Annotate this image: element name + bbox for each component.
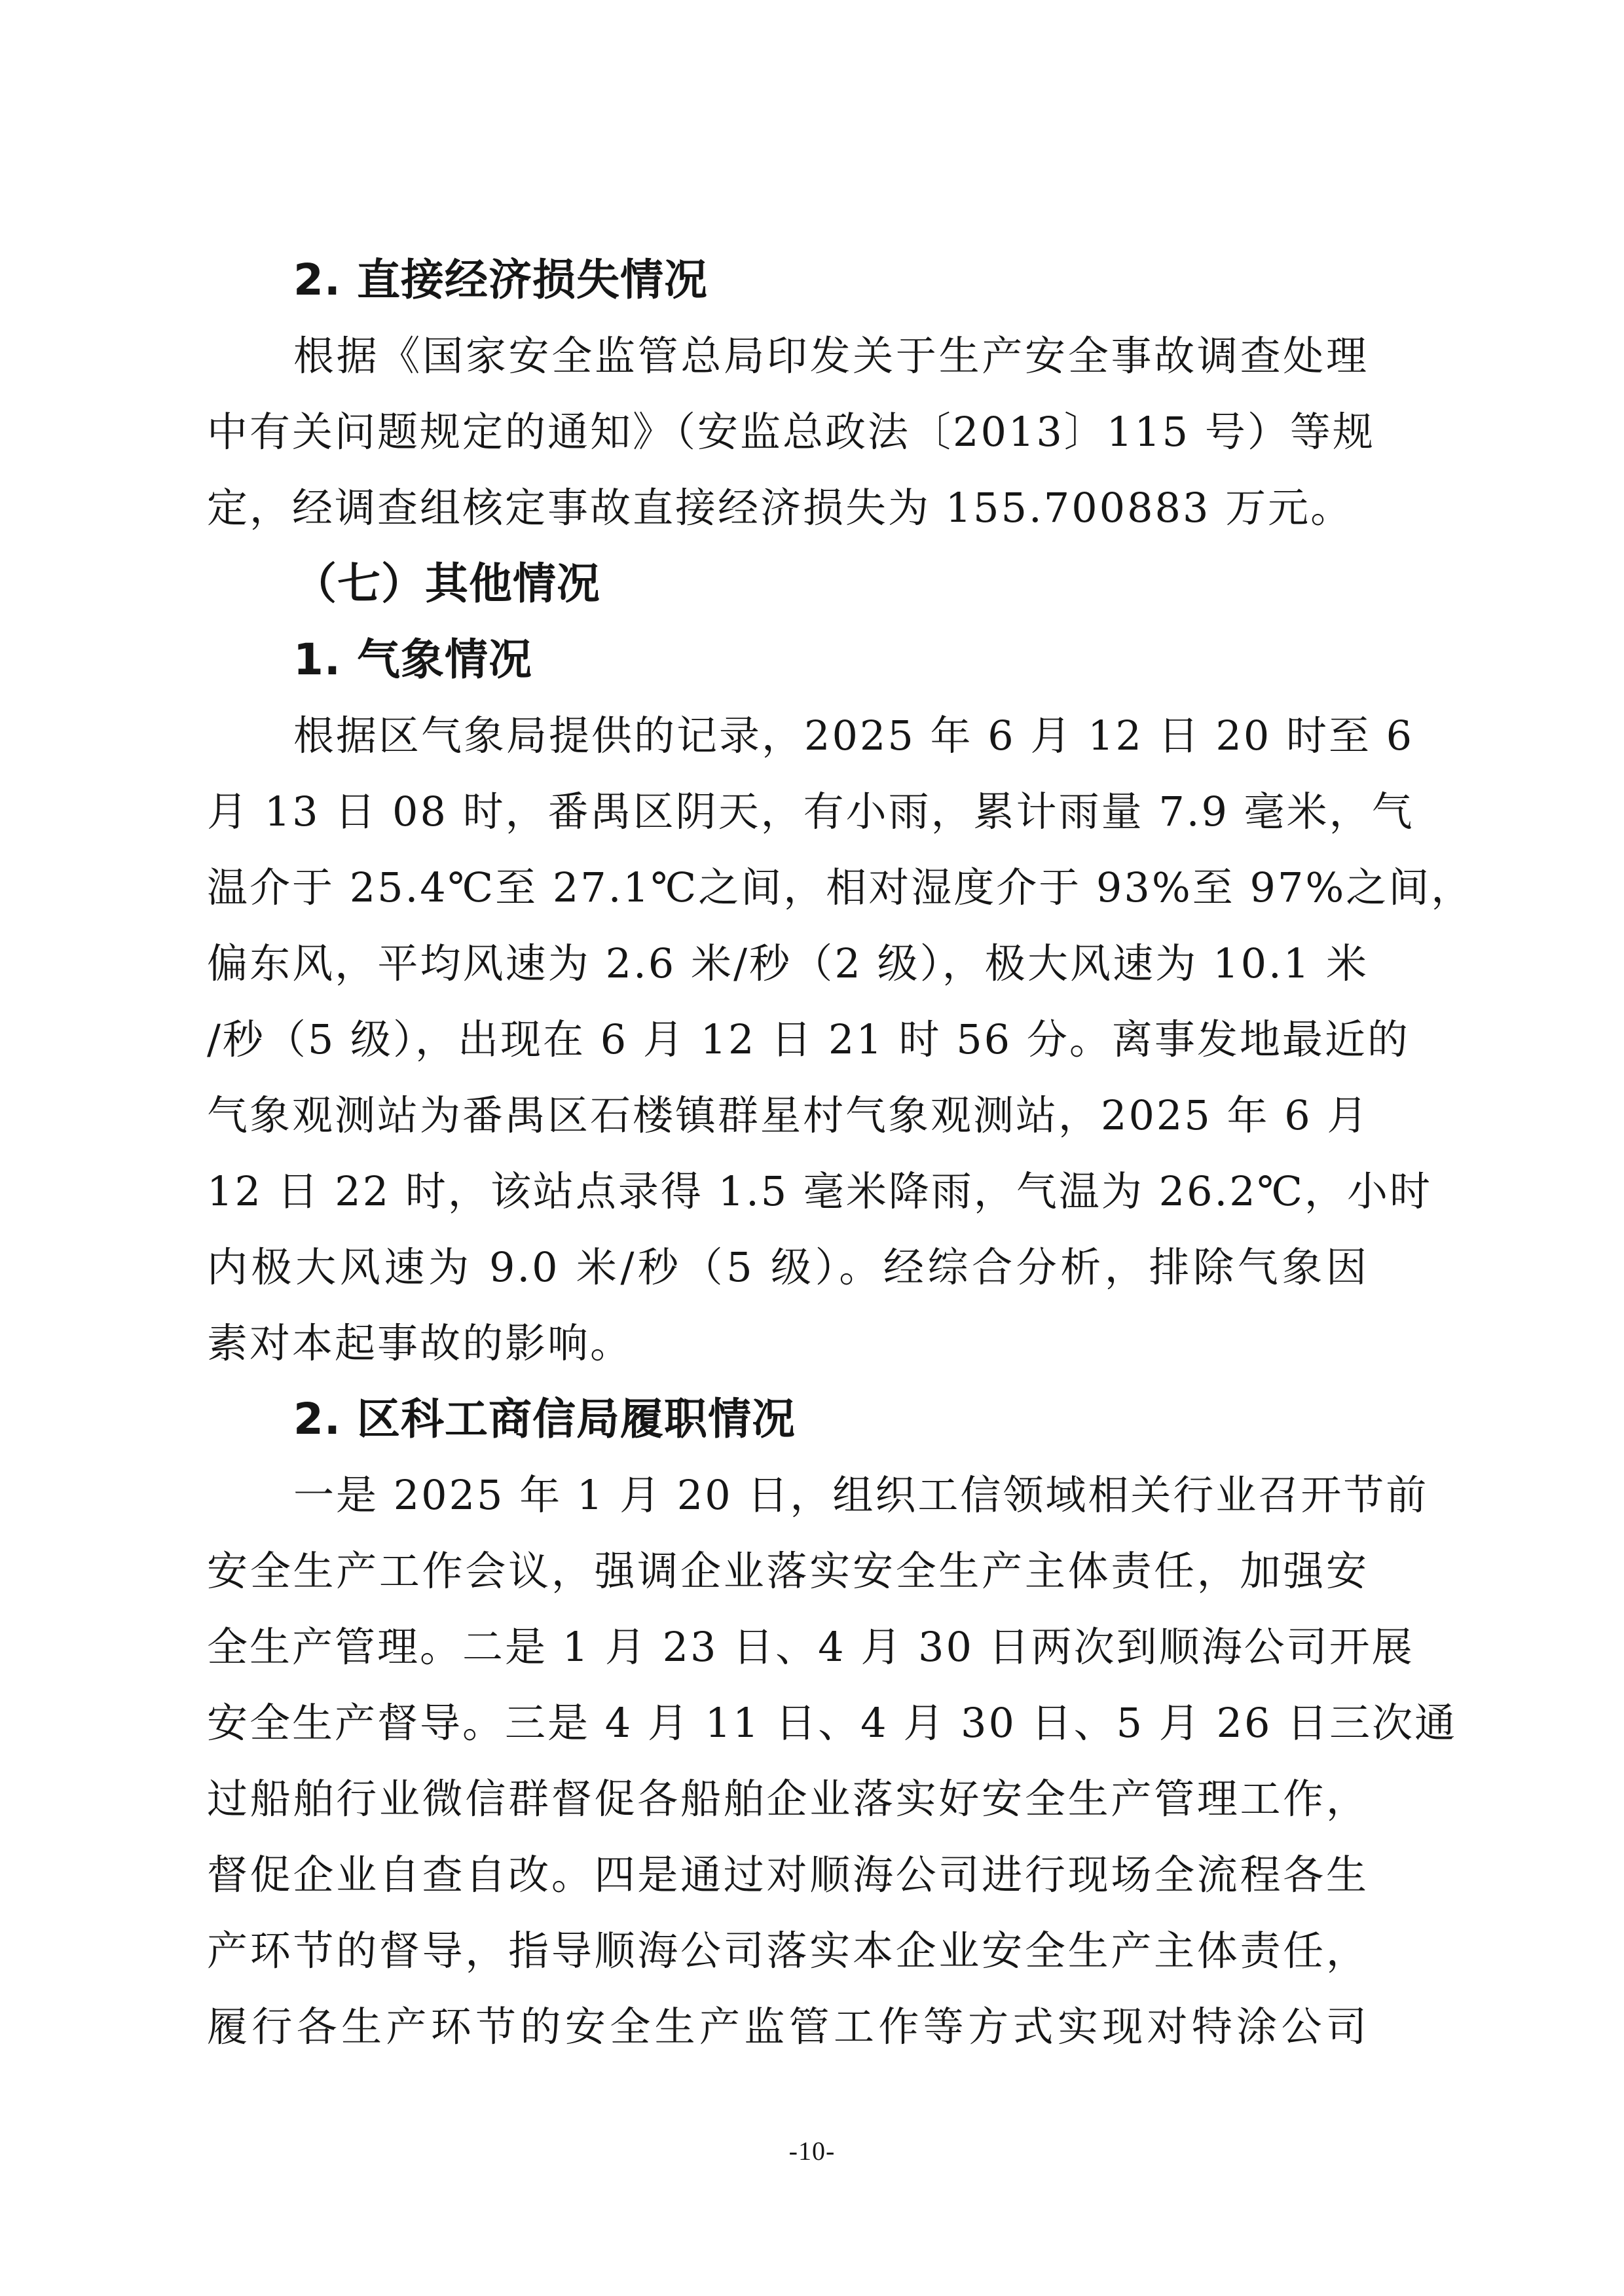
document-body (207, 242, 1474, 2065)
text-line: 全生产管理。二是 1 月 23 日、4 月 30 日两次到顺海公司开展 (207, 1623, 1414, 1671)
section-heading-direct-loss: 2. 直接经济损失情况 (293, 255, 708, 305)
text-line: 督促企业自查自改。四是通过对顺海公司进行现场全流程各生 (207, 1851, 1369, 1899)
section-heading-other: （七）其他情况 (293, 558, 600, 609)
section-heading-weather: 1. 气象情况 (293, 634, 532, 685)
paragraph-direct-loss (207, 318, 1375, 546)
text-line: 温介于 25.4℃至 27.1℃之间，相对湿度介于 93%至 97%之间， (207, 864, 1474, 911)
text-line: 内极大风速为 9.0 米/秒（5 级）。经综合分析，排除气象因 (207, 1243, 1369, 1291)
text-line: /秒（5 级），出现在 6 月 12 日 21 时 56 分。离事发地最近的 (207, 1015, 1410, 1063)
text-line: 定，经调查组核定事故直接经济损失为 155.700883 万元。 (207, 484, 1354, 532)
text-line: 安全生产督导。三是 4 月 11 日、4 月 30 日、5 月 26 日三次通 (207, 1699, 1458, 1747)
page-number: -10- (788, 2136, 836, 2166)
text-line: 根据区气象局提供的记录，2025 年 6 月 12 日 20 时至 6 (293, 712, 1414, 759)
text-line: 月 13 日 08 时，番禺区阴天，有小雨，累计雨量 7.9 毫米，气 (207, 788, 1414, 835)
text-line: 偏东风，平均风速为 2.6 米/秒（2 级），极大风速为 10.1 米 (207, 939, 1369, 987)
text-line: 产环节的督导，指导顺海公司落实本企业安全生产主体责任， (207, 1927, 1369, 1975)
section-heading-bureau-duties: 2. 区科工商信局履职情况 (293, 1394, 796, 1444)
text-line: 根据《国家安全监管总局印发关于生产安全事故调查处理 (293, 332, 1369, 380)
text-line: 过船舶行业微信群督促各船舶企业落实好安全生产管理工作， (207, 1775, 1369, 1823)
text-line: 履行各生产环节的安全生产监管工作等方式实现对特涂公司 (207, 2003, 1369, 2050)
text-line: 12 日 22 时，该站点录得 1.5 毫米降雨，气温为 26.2℃，小时 (207, 1167, 1433, 1215)
text-line: 气象观测站为番禺区石楼镇群星村气象观测站，2025 年 6 月 (207, 1091, 1370, 1139)
text-line: 一是 2025 年 1 月 20 日，组织工信领域相关行业召开节前 (293, 1471, 1429, 1519)
text-line: 素对本起事故的影响。 (207, 1319, 633, 1367)
paragraph-bureau-duties (207, 1457, 1458, 2065)
text-line: 中有关问题规定的通知》（安监总政法〔2013〕115 号）等规 (207, 408, 1375, 456)
paragraph-weather (207, 698, 1474, 1381)
text-line: 安全生产工作会议，强调企业落实安全生产主体责任，加强安 (207, 1547, 1369, 1595)
